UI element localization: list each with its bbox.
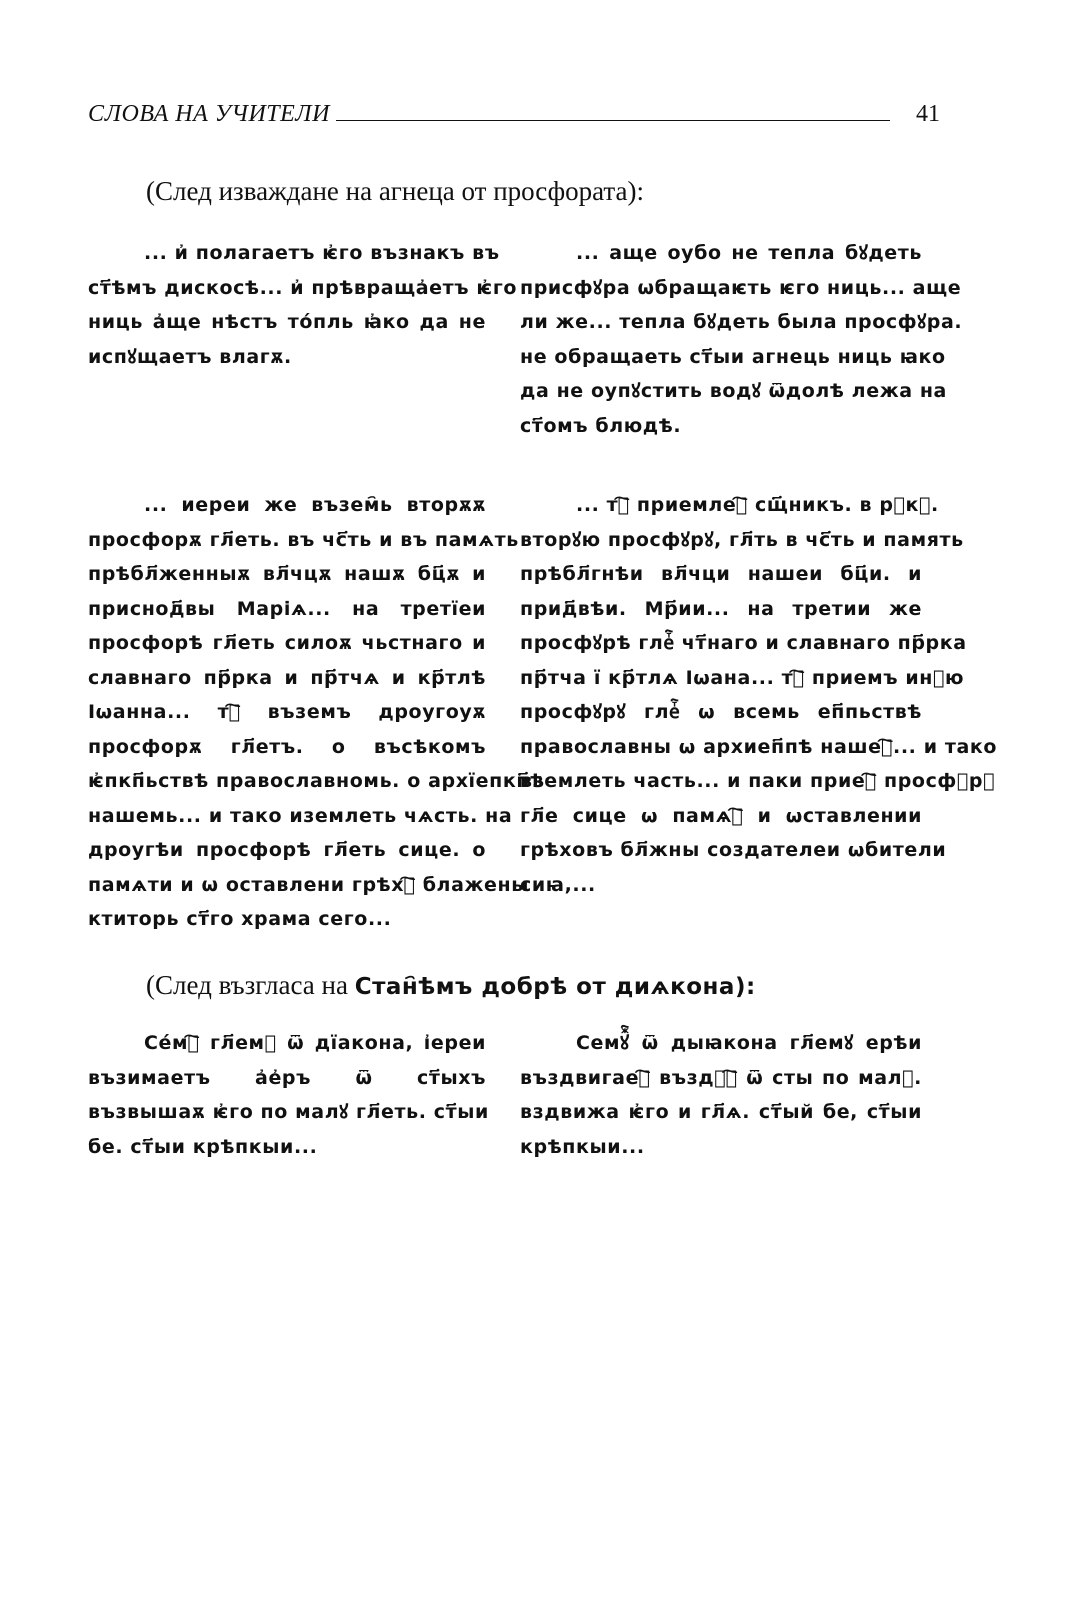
text-line: присфꙋра ѡбращаѥть ѥго ниць... аще [520,276,962,299]
text-line: не обращаеть ст҃ыи агнець ниць ꙗко [520,345,946,368]
text-line: да не оупꙋстить водꙋ ѿдолѣ лежа на [520,380,947,402]
text-line: ст҃омъ блюдѣ. [520,414,682,437]
text-line: испꙋщаетъ влагѫ. [88,345,292,368]
text-line: сиꙗ,... [520,873,596,896]
header-rule [336,120,890,121]
text-line: пр҃тча ї кр҃тлѧ Іωана... тⷽ҇ приемъ инꙋю [520,666,965,689]
section3-right-column [520,1026,922,1164]
text-line: славнаго пр҃рка и пр҃тчѧ и кр҃тлѣ [88,666,486,689]
text-line: ... иереи же възем҄ь вторѫѫ [144,494,486,516]
text-line: грѣховъ бл҃жны создателеи ωбители [520,839,947,861]
text-line: въздвигаеⷮ҇ въздꙋⷯ҇ ѿ сты по малꙋ. [520,1066,922,1089]
section3-heading-ocs: Стан҄ѣмъ добрѣ от диѧкона): [354,974,756,1000]
text-line: ст҃ѣмъ дискосѣ... и҆ прѣвраща҆етъ ѥ҆го [88,276,518,299]
text-line: възвышаѫ ѥ҆го по малꙋ гл҃еть. ст҃ыи [88,1101,489,1123]
text-line: ... и҆ полагаетъ ѥ҆го възнакъ въ [144,242,500,264]
text-line: Се́мⷤ҇ гл҃емꙋ ѿ дїакона, і҆ереи [144,1032,486,1054]
text-line: просфꙋрѣ глеⷮ҇ чт҃наго и славнаго пр҃рка [520,632,967,654]
section1-right-column [520,236,963,443]
text-line: ниць а҆ще нѣстъ то́пль ꙗ҆ко да не [88,311,486,333]
text-line: ... тⷽ҇ приемлеⷮ҇ сщ҃никъ. в рꙋкꙋ. [576,494,939,516]
text-line: прѣбл҃гнѣи вл҃чци нашеи бц҃и. и [520,563,922,585]
text-line: възимаетъ а҆е҆ръ ѿ ст҃ыхъ [88,1066,486,1089]
text-line: прид҃вѣи. Мр҃ии... на третии же [520,597,922,620]
text-line: вторꙋю просфꙋрꙋ, гл҃ть в чс҃ть и память [520,528,964,551]
section1-heading: (След изваждане на агнеца от просфората): [146,176,645,206]
section2-right-column [520,488,998,902]
text-line: просфорѫ гл҃етъ. о въсѣкомъ [88,735,486,758]
text-line: приснод҃вы Маріѧ... на третїеи [88,597,486,620]
text-line: просфорѫ гл҃еть. въ чс҃ть и въ памѧть [88,528,519,551]
text-line: ѥ҆пкп҃ьствѣ православномь. о архїепкп҃ѣ [88,770,545,792]
text-line: крѣпкыи... [520,1135,645,1158]
section3-heading-prefix: (След възгласа на [146,970,355,1000]
text-line: нашемь... и тако иземлеть чѧсть. на [88,804,513,827]
text-line: Семꙋⷤ҇ ѿ дыꙗкона гл҃емꙋ ерѣи [576,1032,922,1054]
text-line: просфорѣ гл҃еть силоѫ чьстнаго и [88,632,486,654]
text-line: православны ω архиеп҃пѣ нашеⷨ҇... и тако [520,735,998,758]
text-line: прѣбл҃женныѫ вл҃чцѫ нашѫ бц҃ѫ и [88,563,486,585]
text-line: ... аще оубо не тепла бꙋдеть [576,242,922,264]
text-line: вздвижа ѥ҆го и гл҃ѧ. ст҃ый бе, ст҃ыи [520,1101,922,1123]
text-line: вземлеть часть... и паки приеⷨ҇ просфꙋрꙋ [520,770,996,792]
text-line: памѧти и ѡ оставлени грѣхⷪ҇ блажены [88,873,530,896]
text-line: ли же... тепла бꙋдеть была просфꙋра. [520,311,963,333]
text-line: бе. ст҃ыи крѣпкыи... [88,1135,318,1158]
section2-left-column [88,488,545,937]
page-number: 41 [916,101,940,127]
section3-left-column [88,1026,489,1164]
running-header [88,86,940,126]
text-line: ктиторь ст҃го храма сего... [88,908,392,930]
text-line: дроугѣи просфорѣ гл҃еть сице. о [88,839,486,861]
text-line: просфꙋрꙋ глеⷮ҇ ω всемь еп҃пьствѣ [520,701,922,723]
header-title: СЛОВА НА УЧИТЕЛИ [88,101,330,127]
section3-heading [146,972,756,999]
text-line: Іωанна... тⷽ҇ въземъ дроугоуѫ [88,701,486,723]
text-line: гл҃е сице ω памѧⷮ҇ и ωставлении [520,804,922,827]
section1-left-column [88,236,518,374]
